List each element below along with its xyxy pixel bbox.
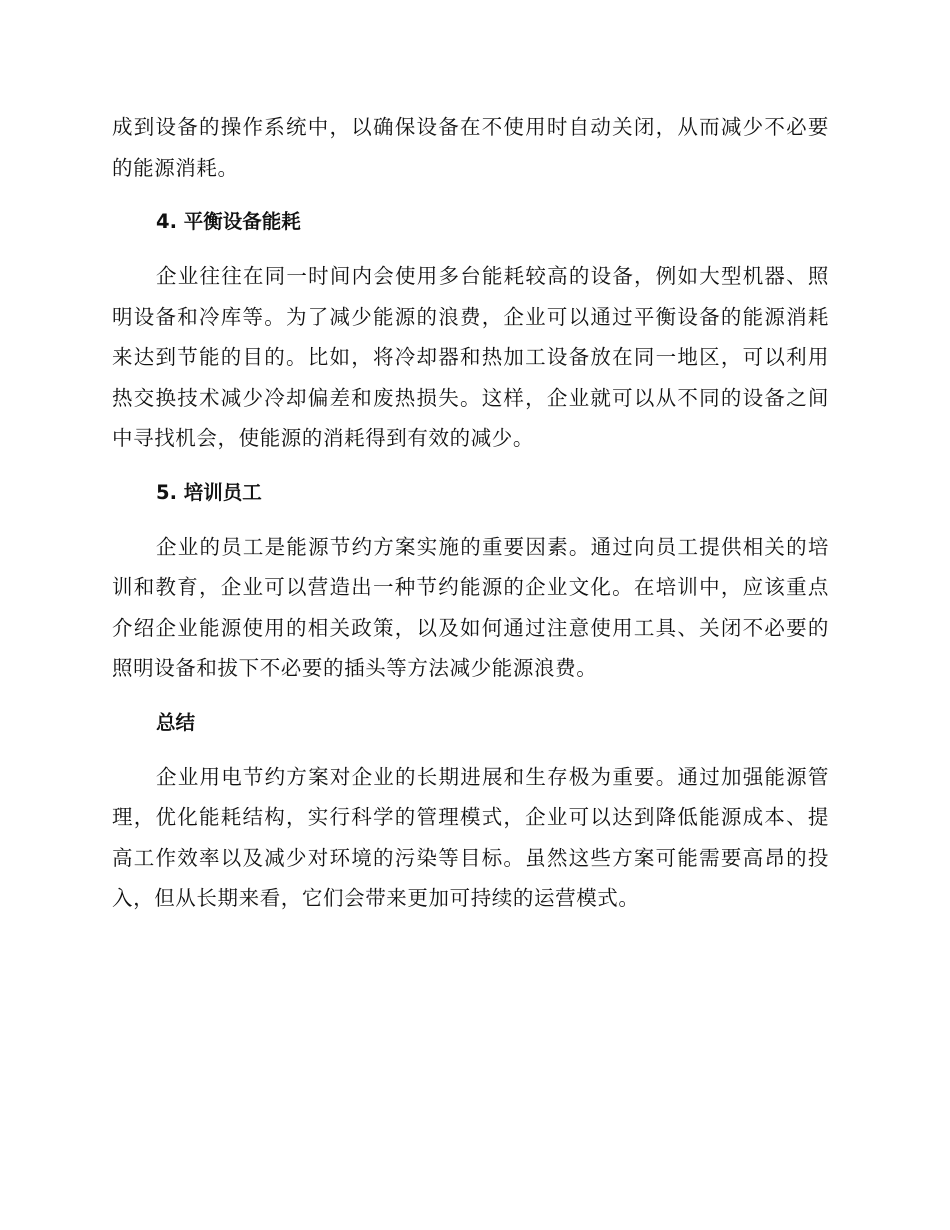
section-heading-train-staff: 5. 培训员工 bbox=[156, 480, 262, 504]
section-heading-balance-equipment: 4. 平衡设备能耗 bbox=[156, 210, 301, 233]
section-heading-summary: 总结 bbox=[156, 710, 196, 734]
section-body-train-staff: 企业的员工是能源节约方案实施的重要因素。通过向员工提供相关的培训和教育，企业可以营造出一种节约能源的企业文化。在培训中，应该重点介绍企业能源使用的相关政策，以及如何通过注意使用工具、关闭不必要的照明设备和拔下不必要的插头等方法减少能源浪费。 bbox=[112, 534, 829, 680]
section-body-summary: 企业用电节约方案对企业的长期进展和生存极为重要。通过加强能源管理，优化能耗结构，实行科学的管理模式，企业可以达到降低能源成本、提高工作效率以及减少对环境的污染等目标。虽然这些方案可能需要高昂的投入，但从长期来看，它们会带来更加可持续的运营模式。 bbox=[112, 764, 829, 910]
spacer bbox=[112, 513, 829, 527]
intro-continuation-paragraph: 成到设备的操作系统中，以确保设备在不使用时自动关闭，从而减少不必要的能源消耗。 bbox=[112, 115, 829, 180]
spacer bbox=[112, 743, 829, 757]
spacer bbox=[112, 459, 829, 473]
spacer bbox=[112, 188, 829, 202]
section-body-balance-equipment: 企业往往在同一时间内会使用多台能耗较高的设备，例如大型机器、照明设备和冷库等。为了减少能源的浪费，企业可以通过平衡设备的能源消耗来达到节能的目的。比如，将冷却器和热加工设备放在同一地区，可以利用热交换技术减少冷却偏差和废热损失。这样，企业就可以从不同的设备之间中寻找机会，使能源的消耗得到有效的减少。 bbox=[112, 264, 829, 450]
spacer bbox=[112, 242, 829, 256]
spacer bbox=[112, 689, 829, 703]
